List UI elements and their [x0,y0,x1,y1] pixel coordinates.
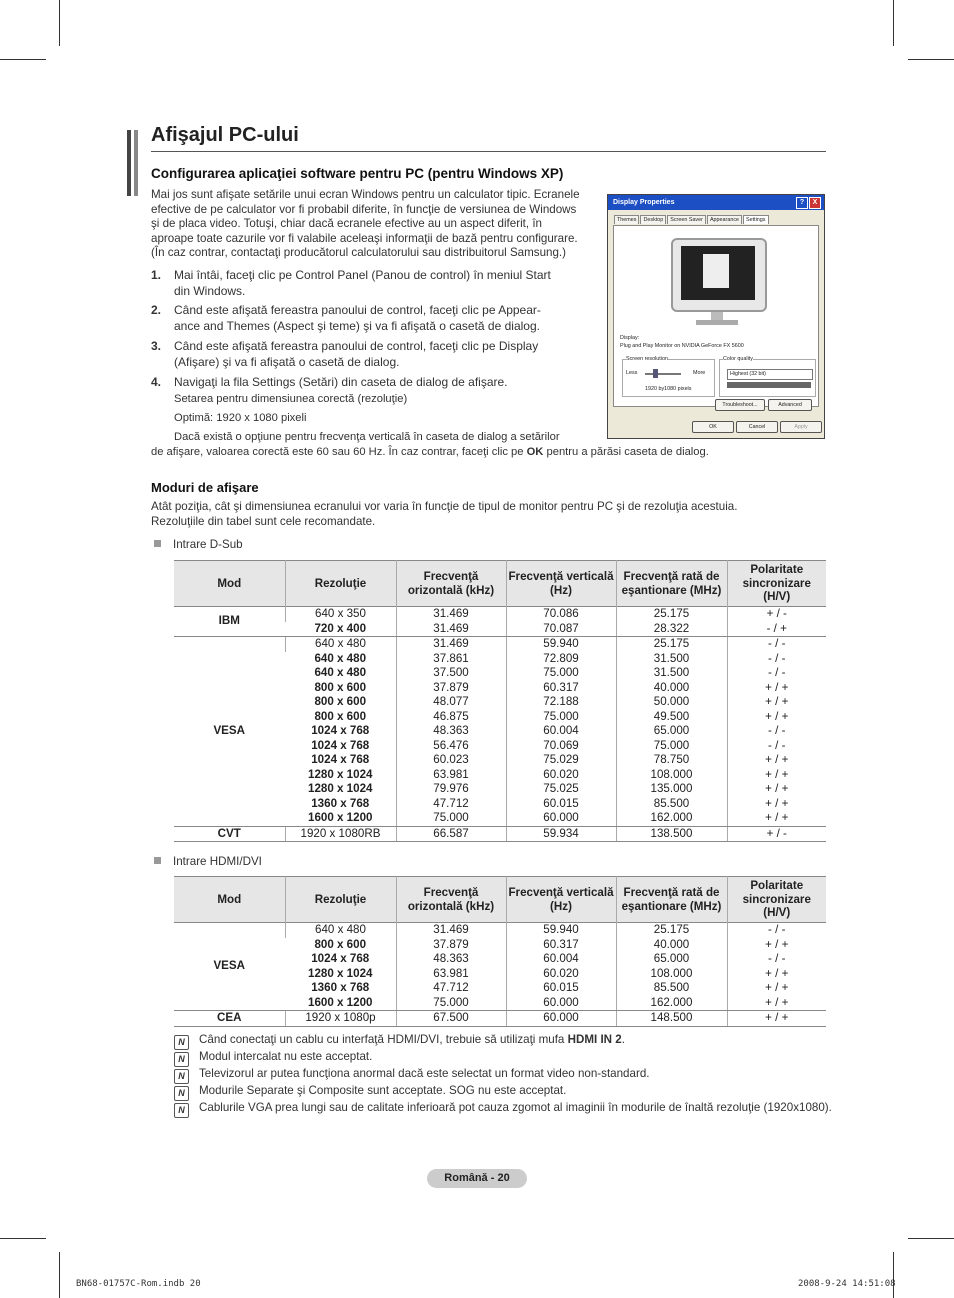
header-line: orizontală (kHz) [407,899,495,913]
resolution-value: 1920 by1080 pixels [645,386,692,392]
header-line: sincronizare [742,892,811,906]
vfreq-cell: 60.000 [506,1011,616,1027]
intro-line: efective de pe calculator vor fi probabil diferite, în funcţie de versiunea de Windows [151,202,577,216]
resolution-cell: 1360 x 768 [311,796,370,810]
color-quality-group [719,356,816,397]
resolution-cell: 1600 x 1200 [285,996,396,1011]
col-header-pixel-clock [616,561,727,607]
screen-resolution-label: Screen resolution [626,356,668,362]
polarity-cell: + / + [727,938,826,953]
vfreq-cell: 75.025 [506,782,616,797]
table-row [174,923,826,938]
col-header-pixel-clock [616,877,727,923]
hfreq-cell: 63.981 [396,768,506,783]
pixel-clock-cell: 25.175 [616,607,727,622]
monitor-screen [681,246,755,300]
polarity-cell: + / + [727,695,826,710]
color-quality-label: Color quality [723,356,753,362]
hfreq-cell: 37.500 [396,666,506,681]
print-file-info: BN68-01757C-Rom.indb 20 [76,1279,201,1289]
header-line: (H/V) [763,590,791,604]
vfreq-cell: 70.087 [506,622,616,637]
col-header-vfreq [506,877,616,923]
polarity-cell: - / - [727,652,826,667]
vfreq-note-text: pentru a părăsi caseta de dialog. [543,446,709,458]
resolution-cell: 640 x 480 [314,666,367,679]
color-quality-select[interactable]: Highest (32 bit) [727,369,813,380]
header-line: Frecvenţă rată de [623,570,720,583]
less-label: Less [626,370,638,376]
pixel-clock-cell: 25.175 [616,637,727,652]
pixel-clock-cell: 50.000 [616,695,727,710]
polarity-cell: - / - [727,739,826,754]
help-icon[interactable]: ? [796,197,808,209]
resolution-cell: 1024 x 768 [311,724,370,737]
vfreq-cell: 75.000 [506,710,616,725]
resolution-cell: 1920 x 1080p [285,1011,396,1027]
step-4 [151,374,591,390]
note-vga-cables [174,1099,832,1116]
table-row [174,637,826,652]
pixel-clock-cell: 85.500 [616,797,727,812]
crop-mark [59,0,60,46]
hdmi-label [154,855,262,870]
note-icon: N [174,1086,189,1101]
resolution-setting-label: Setarea pentru dimensiunea corectă (rezoluţie) [174,393,408,405]
col-header-polarity [727,561,826,607]
col-header-hfreq [396,877,506,923]
vfreq-cell: 60.015 [506,797,616,812]
mode-cell: VESA [174,923,285,1011]
step-1 [151,267,591,299]
pixel-clock-cell: 31.500 [616,666,727,681]
polarity-cell: - / + [727,622,826,637]
polarity-cell: + / + [727,710,826,725]
resolution-cell: 640 x 480 [285,637,396,652]
resolution-cell: 640 x 350 [285,607,396,622]
vfreq-cell: 75.000 [506,666,616,681]
note-interlaced [174,1048,372,1065]
crop-mark [0,59,46,60]
page-number-badge: Română - 20 [427,1169,527,1188]
tab-screen-saver[interactable]: Screen Saver [667,215,706,224]
pixel-clock-cell: 148.500 [616,1011,727,1027]
polarity-cell: + / + [727,996,826,1011]
hfreq-cell: 31.469 [396,637,506,652]
section-heading-config: Configurarea aplicaţiei software pentru PC (pentru Windows XP) [151,166,564,181]
step-number: 4. [151,375,162,389]
title-accent-bar [134,130,138,196]
resolution-cell: 640 x 480 [314,651,367,665]
dialog-title-bar [608,195,824,210]
resolution-cell: 800 x 600 [314,709,367,723]
vfreq-cell: 60.000 [506,811,616,826]
square-bullet-icon [154,540,161,547]
hfreq-cell: 37.861 [396,652,506,667]
hfreq-cell: 37.879 [396,681,506,696]
polarity-cell: + / + [727,967,826,982]
polarity-cell: + / + [727,681,826,696]
header-line: orizontală (kHz) [407,583,495,597]
step-text: Mai întâi, faceţi clic pe Control Panel (Panou de control) în meniul Start [174,268,551,282]
note-hdmi-port [174,1031,625,1048]
vfreq-cell: 75.029 [506,753,616,768]
vfreq-cell: 60.004 [506,952,616,967]
note-text: Modul intercalat nu este acceptat. [199,1050,373,1063]
mini-window [703,254,729,288]
hfreq-cell: 37.879 [396,938,506,953]
monitor-base [696,320,738,325]
pixel-clock-cell: 40.000 [616,938,727,953]
resolution-cell: 1360 x 768 [311,981,370,994]
polarity-cell: - / - [727,952,826,967]
hfreq-cell: 48.077 [396,695,506,710]
vfreq-cell: 60.020 [506,967,616,982]
tab-desktop[interactable]: Desktop [640,215,666,224]
polarity-cell: + / + [727,768,826,783]
display-properties-dialog [607,194,825,439]
step-3 [151,338,591,370]
vfreq-cell: 60.317 [506,938,616,953]
crop-mark [59,1252,60,1298]
pixel-clock-cell: 65.000 [616,952,727,967]
dsub-modes-table [174,560,826,842]
polarity-cell: + / + [727,782,826,797]
hfreq-cell: 79.976 [396,782,506,797]
title-accent-bar [127,130,131,196]
hfreq-cell: 31.469 [396,607,506,622]
modes-intro-line: Rezoluţiile din tabel sunt cele recomandate. [151,514,376,528]
note-icon: N [174,1035,189,1050]
polarity-cell: + / + [727,981,826,996]
hfreq-cell: 67.500 [396,1011,506,1027]
table-header-row [174,561,826,607]
polarity-cell: + / + [727,797,826,812]
vfreq-cell: 59.940 [506,923,616,938]
hfreq-cell: 47.712 [396,797,506,812]
crop-mark [0,1238,46,1239]
intro-line: şi de placa video. Totuşi, chiar dacă ecranele efective au un aspect diferit, în [151,217,542,231]
pixel-clock-cell: 75.000 [616,739,727,754]
close-icon[interactable]: X [809,197,821,209]
hfreq-cell: 66.587 [396,826,506,842]
display-value: Plug and Play Monitor on NVIDIA GeForce FX 5600 [620,343,744,349]
hfreq-cell: 60.023 [396,753,506,768]
troubleshoot-button[interactable]: Troubleshoot... [715,399,765,411]
page-title: Afişajul PC-ului [151,124,299,146]
modes-intro [151,500,831,529]
dsub-label [154,538,243,553]
step-2 [151,302,591,334]
pixel-clock-cell: 135.000 [616,782,727,797]
vfreq-cell: 70.069 [506,739,616,754]
resolution-cell: 800 x 600 [314,937,367,951]
col-header-mod: Mod [174,561,285,607]
vfreq-cell: 59.940 [506,637,616,652]
resolution-cell: 1280 x 1024 [308,767,373,781]
advanced-button[interactable]: Advanced [768,399,812,411]
note-text: Cablurile VGA prea lungi sau de calitate inferioară pot cauza zgomot al imaginii în modurile de înaltă rezoluţie (1920x1080). [199,1101,832,1114]
header-line: (Hz) [550,583,572,597]
col-header-hfreq [396,561,506,607]
vfreq-note-ok: OK [526,446,544,458]
table-row [174,826,826,842]
mode-cell: VESA [174,637,285,827]
monitor-icon [671,238,767,312]
vfreq-cell: 60.015 [506,981,616,996]
crop-mark [893,1252,894,1298]
resolution-cell: 1920 x 1080RB [285,826,396,842]
col-header-polarity [727,877,826,923]
resolution-cell: 1024 x 768 [311,753,370,766]
polarity-cell: + / + [727,753,826,768]
polarity-cell: - / - [727,637,826,652]
more-label: More [693,370,706,376]
settings-panel [613,225,819,407]
hfreq-cell: 48.363 [396,724,506,739]
step-text: din Windows. [174,284,246,298]
resolution-cell: 1280 x 1024 [308,782,373,795]
hfreq-cell: 46.875 [396,710,506,725]
print-date-info: 2008-9-24 14:51:08 [798,1279,896,1289]
hdmi-label-text: Intrare HDMI/DVI [173,855,262,868]
pixel-clock-cell: 108.000 [616,967,727,982]
vfreq-cell: 60.317 [506,681,616,696]
hfreq-cell: 31.469 [396,923,506,938]
apply-button[interactable]: Apply [780,421,822,433]
pixel-clock-cell: 28.322 [616,622,727,637]
mode-cell: IBM [174,607,285,637]
note-text: Modurile Separate şi Composite sunt acceptate. SOG nu este acceptat. [199,1084,567,1097]
intro-paragraph [151,188,591,261]
vfreq-note-line1: Dacă există o opţiune pentru frecvenţa verticală în caseta de dialog a setărilor [174,431,560,443]
resolution-cell: 1600 x 1200 [285,811,396,826]
step-text: ance and Themes (Aspect şi teme) şi va fi afişată o casetă de dialog. [174,319,540,333]
polarity-cell: + / - [727,607,826,622]
polarity-cell: + / + [727,811,826,826]
mode-cell: CEA [174,1011,285,1027]
note-text: . [621,1033,625,1046]
hfreq-cell: 48.363 [396,952,506,967]
pixel-clock-cell: 85.500 [616,981,727,996]
resolution-cell: 640 x 480 [285,923,396,938]
pixel-clock-cell: 78.750 [616,753,727,768]
header-line: Frecvenţă [423,886,479,899]
header-line: eşantionare (MHz) [621,583,722,597]
header-line: eşantionare (MHz) [621,899,722,913]
step-text: Când este afişată fereastra panoului de control, faceţi clic pe Appear- [174,303,541,317]
pixel-clock-cell: 31.500 [616,652,727,667]
step-text: Când este afişată fereastra panoului de control, faceţi clic pe Display [174,339,539,353]
table-row [174,607,826,622]
polarity-cell: - / - [727,724,826,739]
pixel-clock-cell: 25.175 [616,923,727,938]
vfreq-note-text: de afişare, valoarea corectă este 60 sau 60 Hz. În caz contrar, faceţi clic pe [151,446,527,458]
header-line: Frecvenţă verticală [508,570,614,583]
vfreq-cell: 60.020 [506,768,616,783]
note-icon: N [174,1069,189,1084]
dialog-title: Display Properties [613,199,675,206]
note-sync-modes [174,1082,566,1099]
ok-button[interactable]: OK [692,421,734,433]
hfreq-cell: 56.476 [396,739,506,754]
dsub-label-text: Intrare D-Sub [173,538,243,551]
hdmi-modes-table [174,876,826,1027]
note-text: Televizorul ar putea funcţiona anormal dacă este selectat un format video non-standard. [199,1067,650,1080]
resolution-cell: 720 x 400 [285,622,396,637]
crop-mark [908,59,954,60]
display-label: Display: [620,335,640,341]
hfreq-cell: 75.000 [396,996,506,1011]
pixel-clock-cell: 49.500 [616,710,727,725]
table-row [174,1011,826,1027]
pixel-clock-cell: 162.000 [616,811,727,826]
header-line: Polaritate [750,563,804,577]
vfreq-cell: 72.188 [506,695,616,710]
step-text: Navigaţi la fila Settings (Setări) din caseta de dialog de afişare. [174,375,508,389]
header-line: (Hz) [550,899,572,913]
pixel-clock-cell: 40.000 [616,681,727,696]
table-header-row [174,877,826,923]
polarity-cell: + / + [727,1011,826,1027]
resolution-cell: 1024 x 768 [311,952,370,965]
vfreq-cell: 60.000 [506,996,616,1011]
vfreq-cell: 60.004 [506,724,616,739]
tab-settings[interactable]: Settings [743,215,768,224]
note-icon: N [174,1052,189,1067]
header-line: Frecvenţă [423,570,479,583]
header-line: (H/V) [763,906,791,920]
pixel-clock-cell: 138.500 [616,826,727,842]
mode-cell: CVT [174,826,285,842]
hfreq-cell: 47.712 [396,981,506,996]
vfreq-note-line2 [151,445,709,459]
vfreq-cell: 70.086 [506,607,616,622]
tab-appearance[interactable]: Appearance [707,215,742,224]
col-header-resolution: Rezoluţie [285,561,396,607]
header-line: Polaritate [750,879,804,893]
col-header-vfreq [506,561,616,607]
color-bar [727,382,811,388]
pixel-clock-cell: 65.000 [616,724,727,739]
note-bold: HDMI IN 2 [567,1033,622,1046]
resolution-cell: 800 x 600 [314,695,367,708]
step-number: 3. [151,339,162,353]
hfreq-cell: 63.981 [396,967,506,982]
step-number: 1. [151,268,162,282]
note-icon: N [174,1103,189,1118]
square-bullet-icon [154,857,161,864]
intro-line: Mai jos sunt afişate setările unui ecran Windows pentru un calculator tipic. Ecranele [151,188,580,201]
cancel-button[interactable]: Cancel [736,421,778,433]
section-heading-modes: Moduri de afişare [151,480,259,495]
resolution-cell: 1024 x 768 [311,738,370,752]
optimal-resolution: Optimă: 1920 x 1080 pixeli [174,412,307,424]
title-rule [151,151,826,152]
crop-mark [908,1238,954,1239]
resolution-slider[interactable] [645,373,681,375]
tab-themes[interactable]: Themes [614,215,639,224]
polarity-cell: - / - [727,923,826,938]
crop-mark [893,0,894,46]
step-text: (Afişare) şi va fi afişată o casetă de dialog. [174,355,400,369]
col-header-resolution: Rezoluţie [285,877,396,923]
note-nonstandard [174,1065,650,1082]
hfreq-cell: 75.000 [396,811,506,826]
resolution-cell: 800 x 600 [314,680,367,694]
polarity-cell: - / - [727,666,826,681]
resolution-cell: 1280 x 1024 [308,966,373,980]
col-header-mod: Mod [174,877,285,923]
step-number: 2. [151,303,162,317]
pixel-clock-cell: 162.000 [616,996,727,1011]
note-text: Când conectaţi un cablu cu interfaţă HDMI/DVI, trebuie să utilizaţi mufa [199,1033,568,1046]
intro-line: (În caz contrar, contactaţi producătorul calculatorului sau distribuitorul Samsung.) [151,246,567,260]
hfreq-cell: 31.469 [396,622,506,637]
resolution-slider-thumb[interactable] [653,369,658,378]
dialog-tabs [614,215,770,224]
screen-resolution-group [622,356,715,397]
vfreq-cell: 59.934 [506,826,616,842]
header-line: sincronizare [742,576,811,590]
pixel-clock-cell: 108.000 [616,768,727,783]
modes-intro-line: Atât poziţia, cât şi dimensiunea ecranului vor varia în funcţie de tipul de monitor pentru PC şi de rezoluţia acestuia. [151,500,738,513]
intro-line: aproape toate cazurile vor fi valabile aceleaşi informaţii de bază pentru configurare. [151,231,578,245]
vfreq-cell: 72.809 [506,652,616,667]
header-line: Frecvenţă verticală [508,886,614,899]
header-line: Frecvenţă rată de [623,886,720,899]
polarity-cell: + / - [727,826,826,842]
